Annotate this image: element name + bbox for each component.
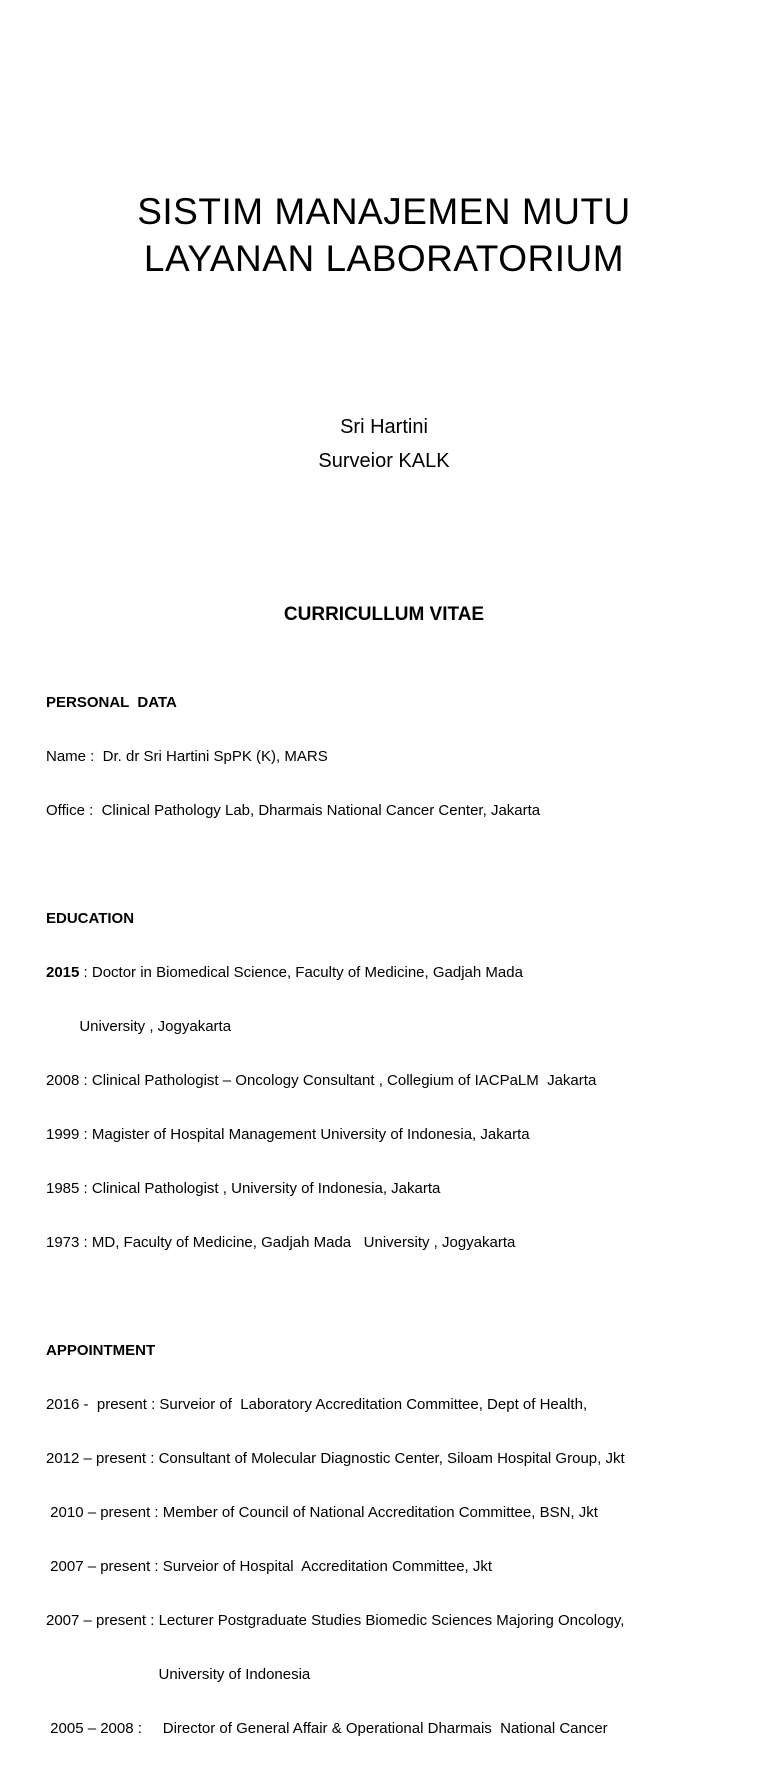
slide-title [40, 188, 728, 282]
appointment-item-continued: University of Indonesia [46, 1666, 311, 1683]
education-item: 1999 : Magister of Hospital Management University of Indonesia, Jakarta [46, 1126, 530, 1143]
appointment-item: 2007 – present : Lecturer Postgraduate Studies Biomedic Sciences Majoring Oncology, [46, 1612, 625, 1629]
title-line-2: LAYANAN LABORATORIUM [143, 238, 625, 279]
author-name: Sri Hartini [340, 416, 428, 438]
appointment-item: 2010 – present : Member of Council of National Accreditation Committee, BSN, Jkt [46, 1504, 598, 1521]
education-item [46, 964, 756, 982]
personal-office: Office : Clinical Pathology Lab, Dharmais National Cancer Center, Jakarta [46, 802, 541, 819]
cv-body [46, 658, 756, 1774]
education-heading: EDUCATION [46, 910, 135, 927]
education-item: 1985 : Clinical Pathologist , University of Indonesia, Jakarta [46, 1180, 441, 1197]
cv-slide [0, 576, 768, 1737]
education-item: 2008 : Clinical Pathologist – Oncology Consultant , Collegium of IACPaLM Jakarta [46, 1072, 597, 1089]
title-slide [0, 0, 768, 576]
appointment-item: 2016 - present : Surveior of Laboratory Accreditation Committee, Dept of Health, [46, 1396, 588, 1413]
appointment-heading: APPOINTMENT [46, 1342, 156, 1359]
personal-name: Name : Dr. dr Sri Hartini SpPK (K), MARS [46, 748, 328, 765]
education-item-continued: University , Jogyakarta [46, 1018, 232, 1035]
cv-heading: CURRICULLUM VITAE [283, 604, 485, 625]
title-line-1: SISTIM MANAJEMEN MUTU [137, 191, 631, 232]
education-text: : Doctor in Biomedical Science, Faculty of Medicine, Gadjah Mada [79, 964, 523, 981]
appointment-item: 2005 – 2008 : Director of General Affair & Operational Dharmais National Cancer [46, 1720, 608, 1737]
education-item: 1973 : MD, Faculty of Medicine, Gadjah Mada University , Jogyakarta [46, 1234, 516, 1251]
author-role: Surveior KALK [318, 450, 450, 472]
personal-data-heading: PERSONAL DATA [46, 694, 177, 711]
slide-subtitle [0, 410, 768, 478]
appointment-item: 2007 – present : Surveior of Hospital Accreditation Committee, Jkt [46, 1558, 493, 1575]
section-spacer [46, 1288, 756, 1306]
section-spacer [46, 856, 756, 874]
appointment-item: 2012 – present : Consultant of Molecular Diagnostic Center, Siloam Hospital Group, Jkt [46, 1450, 625, 1467]
education-year-bold: 2015 [46, 964, 80, 981]
